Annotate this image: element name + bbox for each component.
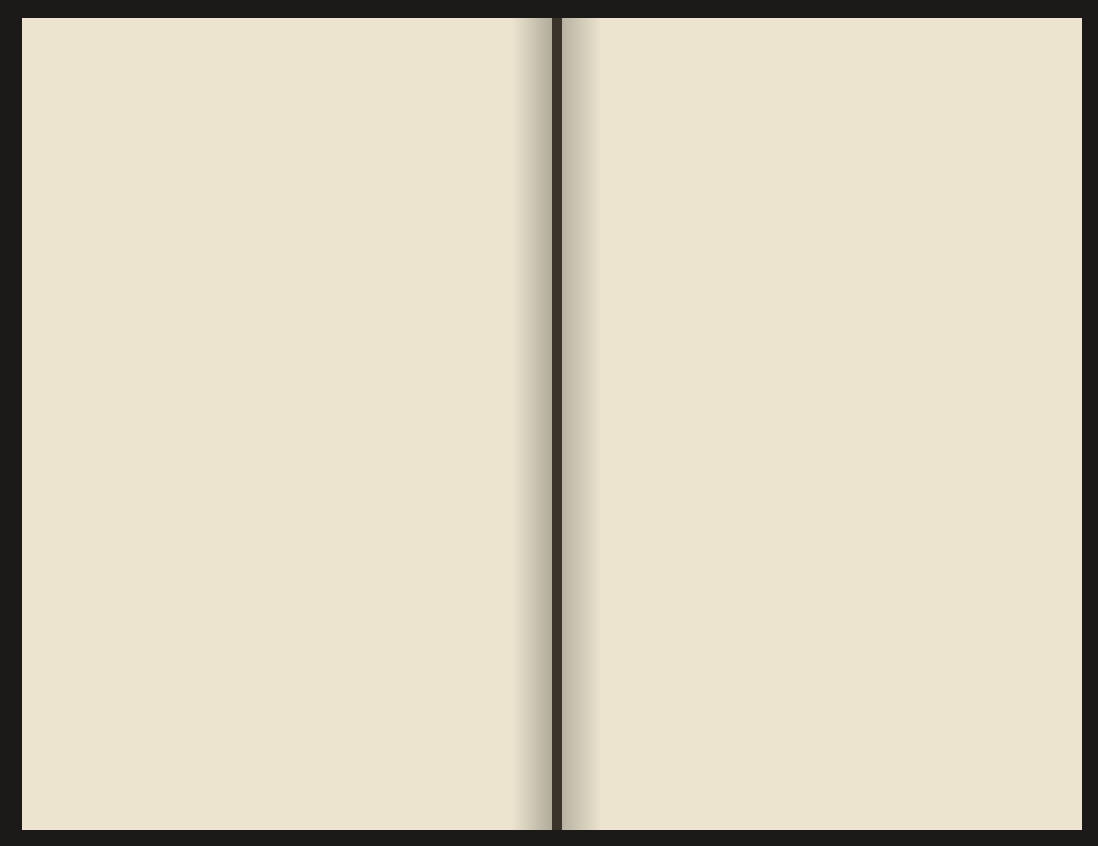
book-gutter — [552, 18, 562, 830]
book-spread — [22, 18, 1082, 830]
right-page — [562, 18, 1082, 830]
left-page — [22, 18, 552, 830]
